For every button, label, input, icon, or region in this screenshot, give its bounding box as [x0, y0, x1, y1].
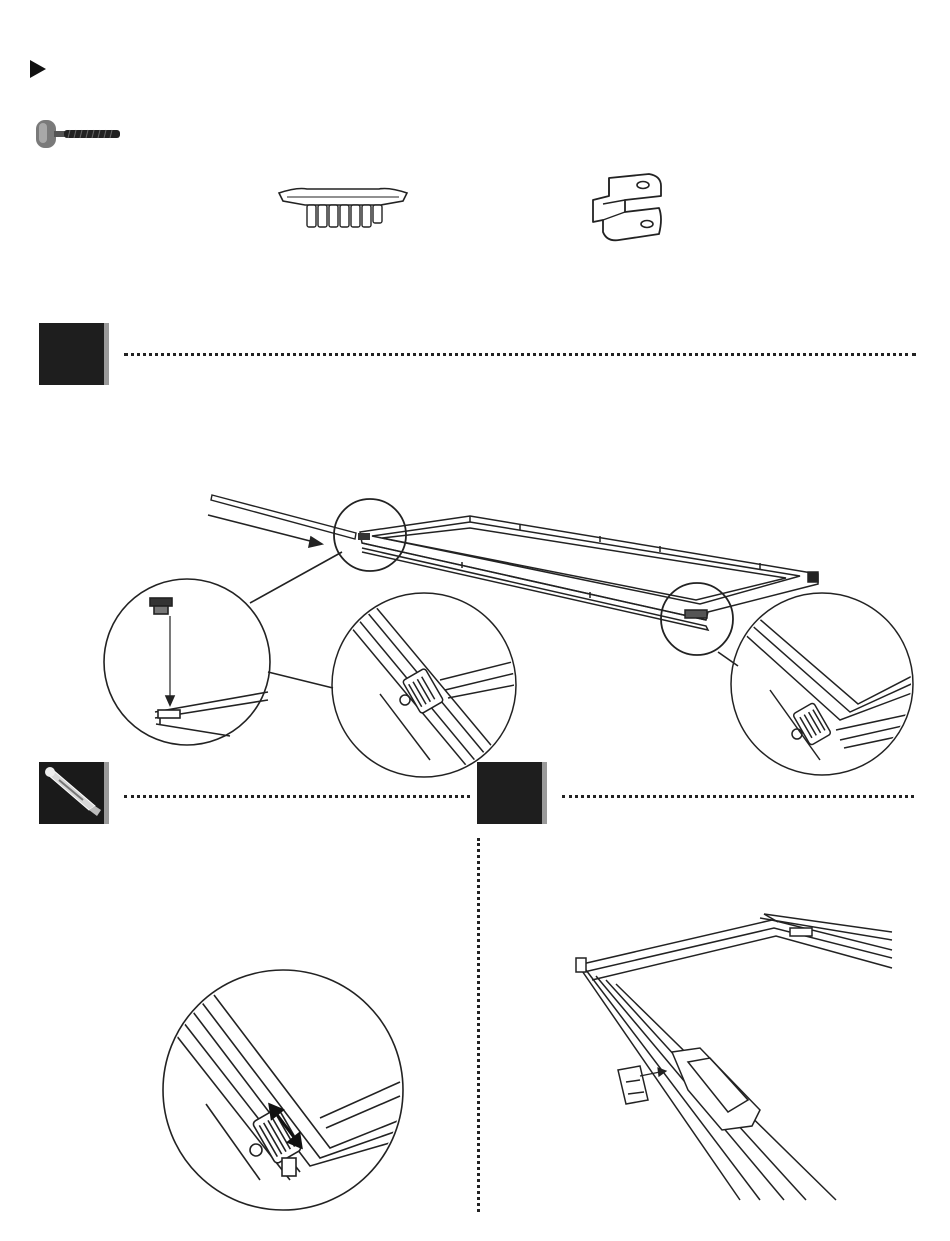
bracket-attach-drawing — [576, 914, 892, 1200]
detail-lubricate-clip — [163, 970, 403, 1210]
